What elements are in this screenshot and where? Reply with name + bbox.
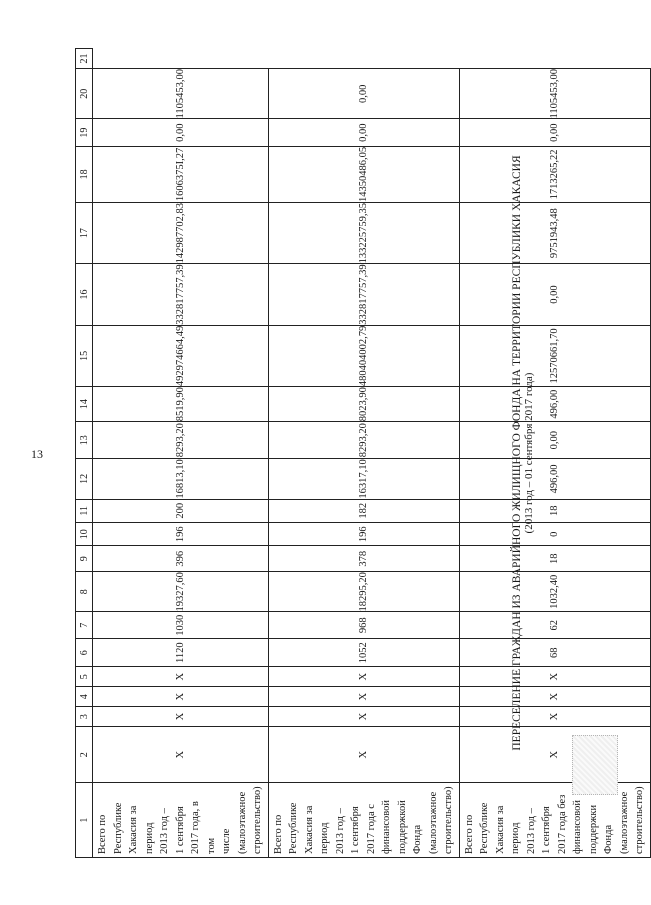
table-cell: 196 bbox=[268, 522, 459, 545]
col-num: 21 bbox=[76, 49, 93, 69]
table-cell: 1105453,00 bbox=[459, 69, 650, 120]
table-cell: 1030 bbox=[93, 612, 269, 639]
table-cell: 492974664,49 bbox=[93, 325, 269, 386]
col-num: 3 bbox=[76, 707, 93, 727]
col-num: 11 bbox=[76, 499, 93, 522]
table-cell: X bbox=[93, 727, 269, 783]
col-num: 6 bbox=[76, 639, 93, 667]
table-cell: 1105453,00 bbox=[93, 69, 269, 120]
table-cell: X bbox=[93, 707, 269, 727]
col-num: 19 bbox=[76, 119, 93, 146]
table-cell: X bbox=[459, 727, 650, 783]
table-cell: 0,00 bbox=[459, 119, 650, 146]
table-cell: 196 bbox=[93, 522, 269, 545]
col-num: 8 bbox=[76, 572, 93, 612]
table-cell: 496,00 bbox=[459, 459, 650, 499]
stamp-mark bbox=[572, 735, 618, 795]
table-cell: 18 bbox=[459, 546, 650, 572]
table-cell: 0,00 bbox=[268, 119, 459, 146]
col-num: 9 bbox=[76, 546, 93, 572]
rotated-content bbox=[75, 48, 645, 858]
page-number: 13 bbox=[31, 447, 43, 461]
table-cell: 14350486,05 bbox=[268, 146, 459, 202]
table-cell: 1032,40 bbox=[459, 572, 650, 612]
table-row bbox=[268, 49, 459, 858]
table-cell: 182 bbox=[268, 499, 459, 522]
table-row bbox=[93, 49, 269, 858]
table-cell: 142987702,83 bbox=[93, 202, 269, 263]
table-cell: 68 bbox=[459, 639, 650, 667]
resettlement-table bbox=[75, 48, 651, 858]
col-num: 2 bbox=[76, 727, 93, 783]
table-subtitle: (2013 год – 01 сентября 2017 года) bbox=[523, 372, 535, 534]
table-cell: 12570661,70 bbox=[459, 325, 650, 386]
col-num: 4 bbox=[76, 687, 93, 707]
table-cell: 19327,60 bbox=[93, 572, 269, 612]
table-cell: 0,00 bbox=[459, 264, 650, 325]
col-num: 18 bbox=[76, 146, 93, 202]
table-cell: X bbox=[268, 687, 459, 707]
row-description: Всего по Республике Хакасия за период 2013 год – 1 сентября 2017 года, в том числе (малоэтажное строительство) bbox=[93, 783, 269, 858]
table-cell: 8519,90 bbox=[93, 387, 269, 422]
col-num: 7 bbox=[76, 612, 93, 639]
table-cell: X bbox=[268, 727, 459, 783]
table-cell: 0,00 bbox=[93, 119, 269, 146]
col-num: 1 bbox=[76, 783, 93, 858]
table-cell: X bbox=[459, 707, 650, 727]
table-cell: 332817757,39 bbox=[93, 264, 269, 325]
table-cell: 8023,90 bbox=[268, 387, 459, 422]
table-cell: 1052 bbox=[268, 639, 459, 667]
table-cell: 8293,20 bbox=[93, 422, 269, 459]
table-cell: X bbox=[93, 687, 269, 707]
table-cell: 18 bbox=[459, 499, 650, 522]
col-num: 20 bbox=[76, 69, 93, 120]
table-cell: 18295,20 bbox=[268, 572, 459, 612]
col-num: 10 bbox=[76, 522, 93, 545]
col-num: 5 bbox=[76, 667, 93, 687]
table-cell: 16813,10 bbox=[93, 459, 269, 499]
table-cell: 62 bbox=[459, 612, 650, 639]
table-cell: 8293,20 bbox=[268, 422, 459, 459]
table-cell: 0,00 bbox=[459, 422, 650, 459]
col-num: 12 bbox=[76, 459, 93, 499]
table-cell: 9751943,48 bbox=[459, 202, 650, 263]
table-cell: 133225759,35 bbox=[268, 202, 459, 263]
col-num: 17 bbox=[76, 202, 93, 263]
row-description: Всего по Республике Хакасия за период 2013 год – 1 сентября 2017 года с финансовой поддержкой Фонда (малоэтажное строительство) bbox=[268, 783, 459, 858]
table-cell: X bbox=[93, 667, 269, 687]
table-cell: 1120 bbox=[93, 639, 269, 667]
table-title: ПЕРЕСЕЛЕНИЕ ГРАЖДАН ИЗ АВАРИЙНОГО ЖИЛИЩНОГО ФОНДА НА ТЕРРИТОРИИ РЕСПУБЛИКИ ХАКАСИЯ bbox=[511, 155, 523, 751]
col-num: 15 bbox=[76, 325, 93, 386]
table-cell: 968 bbox=[268, 612, 459, 639]
table-cell: 396 bbox=[93, 546, 269, 572]
table-cell: 480404002,79 bbox=[268, 325, 459, 386]
table-row bbox=[459, 49, 650, 858]
table-cell: X bbox=[268, 707, 459, 727]
table-cell: 200 bbox=[93, 499, 269, 522]
table-cell: 378 bbox=[268, 546, 459, 572]
table-cell: 332817757,39 bbox=[268, 264, 459, 325]
col-num: 16 bbox=[76, 264, 93, 325]
table-cell: 496,00 bbox=[459, 387, 650, 422]
column-number-row bbox=[76, 49, 93, 858]
table-cell: 1713265,22 bbox=[459, 146, 650, 202]
table-cell: X bbox=[459, 667, 650, 687]
table-cell: X bbox=[459, 687, 650, 707]
table-cell: 0 bbox=[459, 522, 650, 545]
table-cell: 0,00 bbox=[268, 69, 459, 120]
table-cell: 1606375І,27 bbox=[93, 146, 269, 202]
col-num: 14 bbox=[76, 387, 93, 422]
col-num: 13 bbox=[76, 422, 93, 459]
table-cell: X bbox=[268, 667, 459, 687]
row-description: Всего по Республике Хакасия за период 2013 год – 1 сентября 2017 года без финансовой поддержки Фонда (малоэтажное строительство) bbox=[459, 783, 650, 858]
table-cell: 16317,10 bbox=[268, 459, 459, 499]
